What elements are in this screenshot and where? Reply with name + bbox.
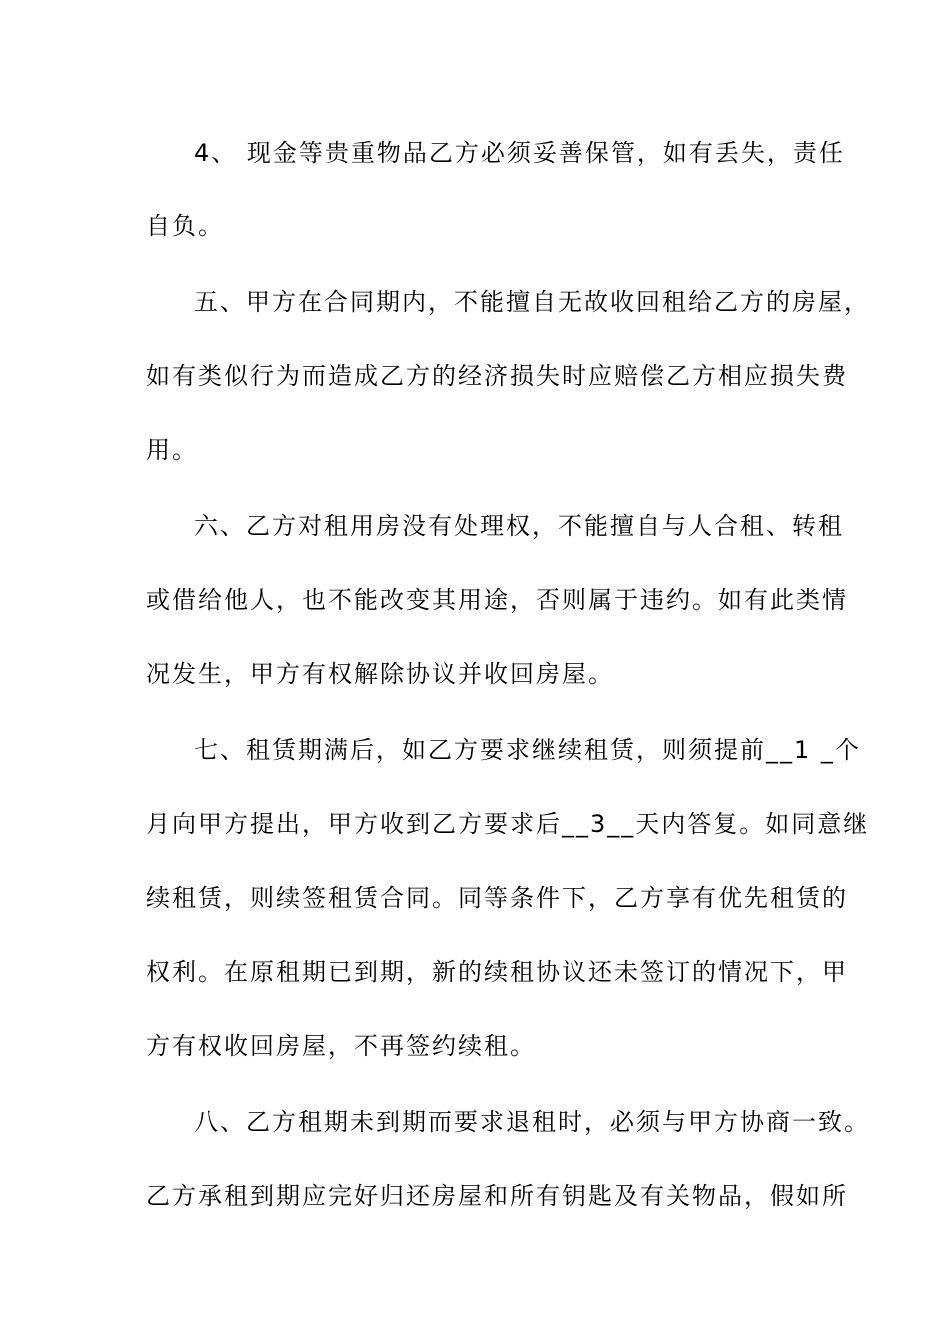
- clause-6-line-1: 六、乙方对租用房没有处理权，不能擅自与人合租、转租: [194, 512, 844, 540]
- clause-8-line-1: 八、乙方租期未到期而要求退租时，必须与甲方协商一致。: [194, 1108, 870, 1136]
- clause-7-line-1: 七、租赁期满后，如乙方要求继续租赁，则须提前__1 _个: [194, 736, 861, 764]
- clause-5-line-3: 用。: [146, 436, 198, 464]
- clause-7-line-5: 方有权收回房屋，不再签约续租。: [146, 1032, 536, 1060]
- clause-4-line-1: 4、 现金等贵重物品乙方必须妥善保管，如有丢失，责任: [194, 139, 845, 167]
- clause-4-line-2: 自负。: [146, 212, 224, 240]
- clause-5-line-2: 如有类似行为而造成乙方的经济损失时应赔偿乙方相应损失费: [146, 362, 848, 390]
- clause-5-line-1: 五、甲方在合同期内，不能擅自无故收回租给乙方的房屋，: [194, 288, 870, 316]
- clause-6-line-3: 况发生，甲方有权解除协议并收回房屋。: [146, 660, 614, 688]
- clause-7-line-3: 续租赁，则续签租赁合同。同等条件下，乙方享有优先租赁的: [146, 884, 848, 912]
- clause-8-line-2: 乙方承租到期应完好归还房屋和所有钥匙及有关物品，假如所: [146, 1182, 848, 1210]
- clause-6-line-2: 或借给他人，也不能改变其用途，否则属于违约。如有此类情: [146, 586, 848, 614]
- clause-7-line-4: 权利。在原租期已到期，新的续租协议还未签订的情况下，甲: [146, 958, 848, 986]
- clause-7-line-2: 月向甲方提出，甲方收到乙方要求后__3__天内答复。如同意继: [146, 810, 870, 838]
